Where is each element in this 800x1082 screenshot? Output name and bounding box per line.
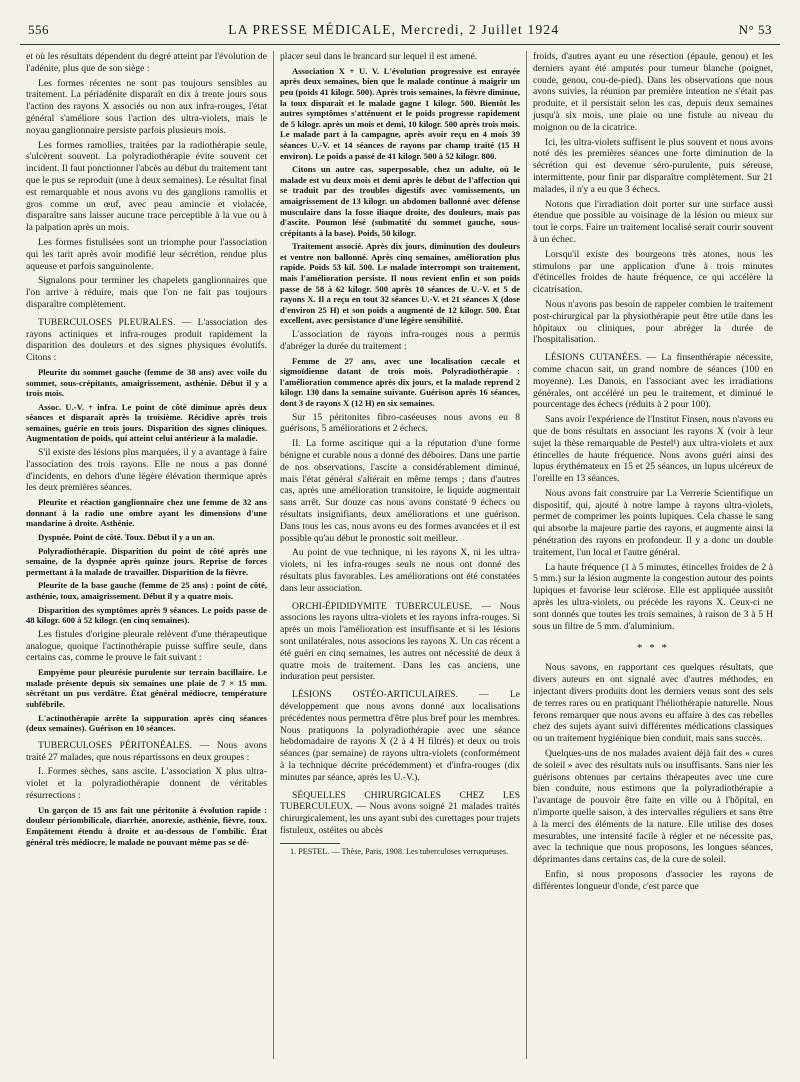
paragraph: Un garçon de 15 ans fait une péritonite à évolution rapide : douleur périombilicale, diarrhée, anorexie, asthénie, fièvre, toux. Empâtement étendu à droite et au-dessous de l'ombilic. État général très médiocre, le malade ne pouvant même pas se dé- <box>26 804 267 847</box>
paragraph: LÉSIONS OSTÉO-ARTICULAIRES. — Le développement que nous avons donné aux localisations précédentes nous permettra d'être plus bref pour les membres. Nous pratiquons la polyradiothérapie avec une séance hebdomadaire de rayons X (2 à 4 H filtrés) et deux ou trois séances (par semaine) de rayons ultra-violets (conformément à la technique décrite précédemment) et d'infra-rouges (dix minutes par séance, après les U.-V.). <box>280 689 520 783</box>
footnote-rule <box>280 843 340 844</box>
paragraph: La haute fréquence (1 à 5 minutes, étincelles froides de 2 à 5 mm.) sur la lésion augmente la congestion autour des points lupiques et favorise leur sclérose. Elle est appliquée aussitôt après les ultra-violets, ou précède les rayons X. Ceux-ci ne sont donnés que toutes les trois semaines, à raison de 3 à 5 H sous un filtre de 5 mm. d'aluminium. <box>533 561 773 632</box>
paragraph: Signalons pour terminer les chapelets ganglionnaires que l'on arrive à réduire, mais que l'on ne fait pas toujours disparaître complètement. <box>26 275 267 310</box>
paragraph: S'il existe des lésions plus marquées, il y a avantage à faire l'association des trois rayons. Elle ne nous a pas donné d'incidents, en dehors d'une légère élévation thermique après les deux premières séances. <box>26 447 267 494</box>
paragraph: Au point de vue technique, ni les rayons X, ni les ultra-violets, ni les infra-rouges seuls ne nous ont donné des résultats plus favorables. Les améliorations ont été constatées dans leur association. <box>280 547 520 594</box>
section-separator-stars: * * * <box>637 642 669 655</box>
paragraph: L'association de rayons infra-rouges nous a permis d'abréger la durée du traitement : <box>280 329 520 352</box>
paragraph: SÉQUELLES CHIRURGICALES CHEZ LES TUBERCULEUX. — Nous avons soigné 21 malades traités chirurgicalement, les uns ayant subi des curettages pour trajets fistuleux, ostéites ou abcès <box>280 789 520 836</box>
paragraph: L'actinothérapie arrête la suppuration après cinq séances (deux semaines). Guérison en 10 séances. <box>26 712 267 734</box>
paragraph: LÉSIONS CUTANÉES. — La finsenthérapie nécessite, comme chacun sait, un grand nombre de séances (100 en moyenne). Les Danois, en l'associant avec les irradiations générales, ont accéléré un peu le traitement, et diminué le pourcentage des échecs (réduits à 2 pour 100). <box>533 352 773 411</box>
column-left <box>20 51 273 1059</box>
paragraph: Sur 15 péritonites fibro-caséeuses nous avons eu 8 guérisons, 5 améliorations et 2 échecs. <box>280 411 520 435</box>
paragraph: Lorsqu'il existe des bourgeons très atones, nous les stimulons par une application d'une à trois minutes d'étincelles froides de haute fréquence, ce qui accélère la cicatrisation. <box>533 248 773 296</box>
paragraph: placer seul dans le brancard sur lequel il est amené. <box>280 51 478 62</box>
paragraph: Sans avoir l'expérience de l'Institut Finsen, nous n'avons eu que de bons résultats en associant les rayons X (voir à leur sujet la thèse remarquable de Pestel¹) aux ultra-violets et aux étincelles de haute fréquence. Nous avons guéri ainsi des lupus érythémateux en 15 et 25 séances, un lupus ulcéreux de l'oreille en 13 séances. <box>533 414 773 485</box>
paragraph: Femme de 27 ans, avec une localisation cæcale et sigmoïdienne datant de trois mois. Polyradiothérapie : l'amélioration commence après dix jours, et la malade reprend 2 kilogr. 130 dans la semaine suivante. Guérison après 16 séances, dont 3 de rayons X (12 H) en six semaines. <box>280 355 520 409</box>
paragraph: I. Formes sèches, sans ascite. L'association X plus ultra-violet et la polyradiothérapie donnent de véritables résurrections : <box>26 766 267 801</box>
text-columns <box>20 51 780 1059</box>
paragraph: Pleurite de la base gauche (femme de 25 ans) : point de côté, asthénie, toux, amaigrissement. Début il y a quatre mois. <box>26 580 267 602</box>
paragraph: Notons que l'irradiation doit porter sur une surface aussi étendue que possible au voisinage de la lésion ou mieux sur tout le corps. Faire un traitement localisé serait courir souvent à un échec. <box>533 198 773 245</box>
paragraph: Quelques-uns de nos malades avaient déjà fait des « cures de soleil » avec des résultats nuls ou insuffisants. Sans nier les guérisons obtenues par certains thérapeutes avec une cure bien conduite, nous estimons que la polyradiothérapie a l'avantage de pouvoir être faite en ville ou à l'hôpital, en n'importe quelle saison, à des intervalles réguliers et sans être à la merci des éléments de la nature. Elle utilise des doses mesurables, une intensité facile à régler et ne nécessite pas, avec la technique que nous proposons, les longues séances, déprimantes dans certains cas, de la cure de soleil. <box>533 748 773 866</box>
paragraph: II. La forme ascitique qui a la réputation d'une forme bénigne et curable nous a donné des déboires. Dans une partie de nos observations, l'ascite a considérablement diminué, mais l'état général s'altérait en même temps ; dans d'autres cas, après une amélioration transitoire, le liquide augmentait sans arrêt. Sur douze cas nous avons constaté 9 échecs ou résultats insignifiants, deux améliorations et une guérison. Dans tous les cas, nous avons eu des formes avancées et il est possible qu'au début le pronostic soit meilleur. <box>280 438 520 544</box>
issue-number: N° 53 <box>738 22 772 37</box>
page-number: 556 <box>28 22 49 37</box>
paragraph: Association X + U. V. L'évolution progressive est enrayée après deux semaines, bien que le malade continue à maigrir un peu (poids 41 kilogr. 500). Après trois semaines, la fièvre diminue, la toux disparaît et le malade gagne 1 kilogr. 500. Bientôt les autres symptômes s'atténuent et le poids progresse rapidement de 5 kilogr. après un mois et demi, 10 kilogr. 500 après trois mois. Le malade part à la campagne, après avoir reçu en 4 mois 39 séances U.-V. et 14 séances de rayons par champ traité (15 H environ). Le poids a passé de 41 kilogr. 500 à 52 kilogr. 800. <box>280 65 520 161</box>
paragraph: Ici, les ultra-violets suffisent le plus souvent et nous avons noté dès les premières séances une forte diminution de la sécrétion qui est devenue séro-purulente, puis séreuse, intermittente, pour finir par disparaître complètement. Sur 21 malades, il n'y a eu que 3 échecs. <box>533 136 773 195</box>
paragraph: Empyème pour pleurésie purulente sur terrain bacillaire. Le malade présente depuis six semaines une plaie de 7 × 15 mm. sécrétant un pus verdâtre. État général médiocre, température subfébrile. <box>26 667 267 709</box>
paragraph: froids, d'autres ayant eu une résection (épaule, genou) et les derniers ayant été amputés pour tumeur blanche (poignet, coude, genou, cou-de-pied). Dans les observations que nous avons suivies, la réunion par première intention ne s'était pas produite, et il persistait selon les cas, depuis deux semaines jusqu'à six mois, une plaie ou une fistule au niveau du moignon ou de la cicatrice. <box>533 51 773 133</box>
paragraph: TUBERCULOSES PÉRITONÉALES. — Nous avons traité 27 malades, que nous répartissons en deux groupes : <box>26 739 267 763</box>
paragraph: ORCHI-ÉPIDIDYMITE TUBERCULEUSE. — Nous associons les rayons ultra-violets et les rayons infra-rouges. Si après un mois l'amélioration est insuffisante et si les lésions sont unilatérales, nous associons les rayons X. Un cas récent a été guéri en cinq semaines, les autres ont nécessité de deux à quatre mois de traitement. Dans les cas anciens, une induration peut persister. <box>280 600 520 683</box>
paragraph: Nous avons fait construire par La Verrerie Scientifique un dispositif, qui, ajouté à notre lampe à rayons ultra-violets, permet de comprimer les points lupiques. Cela chasse le sang qui absorbe la majeure partie des rayons, et augmente ainsi la pénétration des rayons en profondeur. Il y a donc un double traitement, l'un local et l'autre général. <box>533 487 773 558</box>
footnote: 1. PESTEL. — Thèse, Paris, 1908. Les tuberculoses verruqueuses. <box>290 846 509 856</box>
paragraph: Les formes récentes ne sont pas toujours sensibles au traitement. La périadénite disparaît en dix à trente jours sous l'action des rayons X associés ou non aux infra-rouges, l'état général s'améliore sous l'action des ultra-violets, mais le noyau ganglionnaire persiste parfois plusieurs mois. <box>26 77 267 136</box>
paragraph: Pleurite du sommet gauche (femme de 38 ans) avec voile du sommet, sous-crépitants, amaigrissement, asthénie. Début il y a trois mois. <box>26 366 267 399</box>
paragraph: Assoc. U.-V. + infra. Le point de côté diminue après deux séances et disparaît après la troisième. Récidive après trois semaines, guérie en trois jours. Disparition des signes cliniques. Augmentation de poids, qui atteint celui antérieur à la maladie. <box>26 401 267 444</box>
paragraph: Nous savons, en rapportant ces quelques résultats, que divers auteurs en ont signalé avec d'autres méthodes, en injectant divers produits dont les derniers venus sont des sels de terres rares ou en pratiquant l'héliothérapie naturelle. Nous ferons remarquer que nous avons eu affaire à des cas rebelles chez des sujets ayant suivi différentes médications classiques ou un traitement hygiénique bien conduit, mais sans succès. <box>533 662 773 745</box>
paragraph: TUBERCULOSES PLEURALES. — L'association des rayons actiniques et infra-rouges produit rapidement la disparition des douleurs et des signes physiques évolutifs. Citons : <box>26 316 267 364</box>
paragraph: Dyspnée. Point de côté. Toux. Début il y a un an. <box>38 532 215 543</box>
header-rule <box>20 44 780 45</box>
paragraph: Les formes ramollies, traitées par la radiothérapie seule, s'ulcèrent souvent. La polyradiothérapie évite souvent cet incident. Il faut ponctionner l'abcès au début du traitement tant que le pus se reproduit (une à deux semaines). Le résultat final est remarquable et nous avons vu des ganglions ramollis et gros comme un œuf, avec peau amincie et violacée, disparaître sans laisser aucune trace perceptible à la vue ou à la palpation après un mois. <box>26 139 267 234</box>
column-middle <box>273 51 526 1059</box>
paragraph: Nous n'avons pas besoin de rappeler combien le traitement post-chirurgical par la physiothérapie peut être utile dans les hôpitaux ou cliniques, pour abréger la durée de l'hospitalisation. <box>533 298 773 346</box>
paragraph: Traitement associé. Après dix jours, diminution des douleurs et ventre non ballonné. Après cinq semaines, amélioration plus rapide. Poids 53 kil. 500. Le malade interrompt son traitement, mais l'amélioration persiste. Il nous revient enfin et son poids passe de 58 à 62 kilogr. 500 après 10 séances de U.-V. et 5 de rayons X. Il a reçu en tout 32 séances U.-V. et 21 séances X (dose d'environ 25 H) et son poids a augmenté de 12 kilogr. 500. État excellent, avec persistance d'une légère sensibilité. <box>280 241 520 326</box>
paragraph: Polyradiothérapie. Disparition du point de côté après une semaine, de la dyspnée après quinze jours. Reprise de forces permettant à la malade de travailler. Disparition de la fièvre. <box>26 545 267 577</box>
paragraph: Les formes fistulisées sont un triomphe pour l'association qui les tarit après avoir modifié leur sécrétion, rendue plus aqueuse et parfois sanguinolente. <box>26 236 267 272</box>
paragraph: Disparition des symptômes après 9 séances. Le poids passe de 48 kilogr. 600 à 52 kilogr. (en cinq semaines). <box>26 604 267 626</box>
paragraph: Citons un autre cas, superposable, chez un adulte, où le malade est vu deux mois et demi après le début de l'affection qui se traduit par des troubles digestifs avec vomissements, un amaigrissement de 13 kilogr. un abdomen ballonné avec défense musculaire dans la fosse iliaque droite, des douleurs, mais pas d'ascite. Poumon lésé (submatité du sommet gauche, sous-crépitants à la base). Poids, 50 kilogr. <box>280 164 520 238</box>
publication-title: LA PRESSE MÉDICALE, Mercredi, 2 Juillet 1924 <box>228 22 560 37</box>
column-right <box>526 51 779 1059</box>
paragraph: et où les résultats dépendent du degré atteint par l'évolution de l'adénite, plus que de son siège : <box>26 51 267 74</box>
paragraph: Les fistules d'origine pleurale relèvent d'une thérapeutique analogue, quoique l'actinothérapie puisse suffire seule, dans certains cas, comme le prouve le fait suivant : <box>26 628 267 664</box>
paragraph: Pleurite et réaction ganglionnaire chez une femme de 32 ans donnant à la radio une ombre ayant les dimensions d'une mandarine à droite. Asthénie. <box>26 497 267 529</box>
page-header <box>20 22 780 38</box>
paragraph: Enfin, si nous proposons d'associer les rayons de différentes longueur d'onde, c'est parce que <box>533 869 773 892</box>
